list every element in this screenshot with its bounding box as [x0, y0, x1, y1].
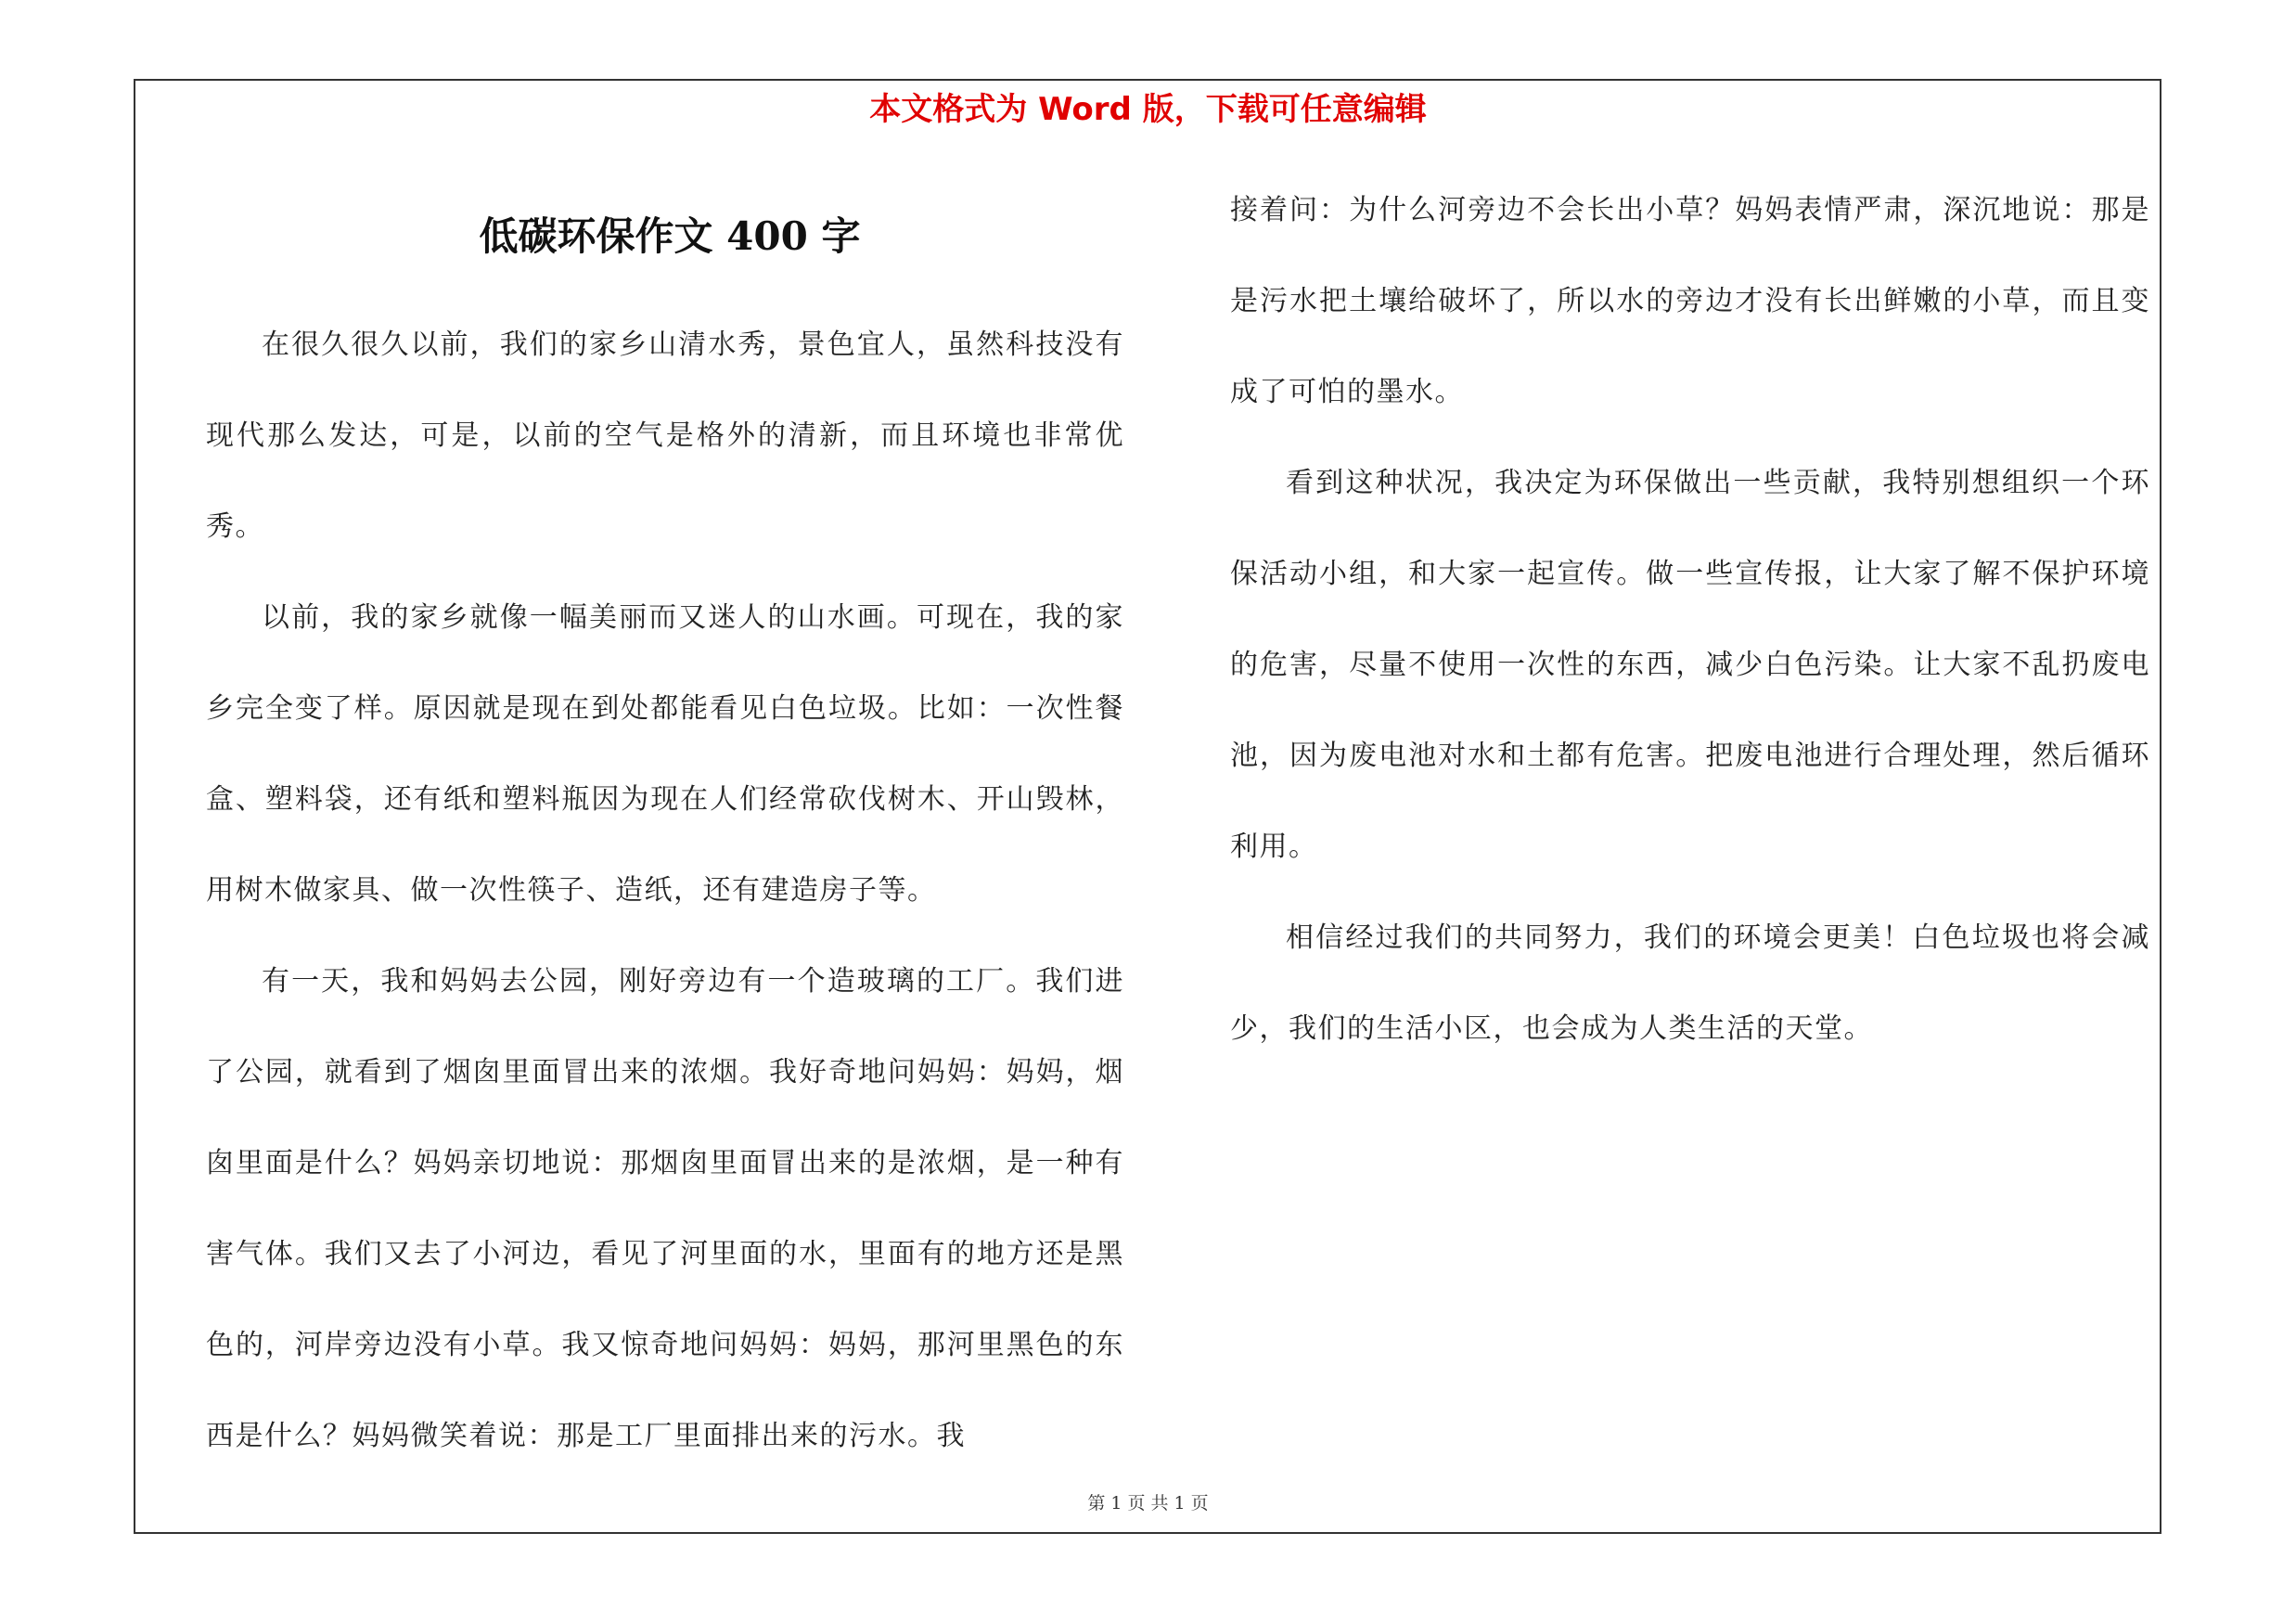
paragraph-4: 看到这种状况，我决定为环保做出一些贡献，我特别想组织一个环保活动小组，和大家一起宣传。做一些宣传报，让大家了解不保护环境的危害，尽量不使用一次性的东西，减少白色污染。让大家不乱扔废电池，因为废电池对水和土都有危害。把废电池进行合理处理，然后循环利用。	[1230, 467, 2150, 863]
paragraph-3-continued: 接着问：为什么河旁边不会长出小草？妈妈表情严肃，深沉地说：那是是污水把土壤给破坏了，所以水的旁边才没有长出鲜嫩的小草，而且变成了可怕的墨水。	[1230, 194, 2150, 408]
paragraph-1: 在很久很久以前，我们的家乡山清水秀，景色宜人，虽然科技没有现代那么发达，可是，以前的空气是格外的清新，而且环境也非常优秀。	[206, 328, 1124, 543]
left-column	[206, 300, 1124, 1478]
right-column	[1230, 165, 2150, 1130]
format-banner: 本文格式为 Word 版，下载可任意编辑	[869, 91, 1427, 128]
paragraph-3: 有一天，我和妈妈去公园，刚好旁边有一个造玻璃的工厂。我们进了公园，就看到了烟囱里面冒出来的浓烟。我好奇地问妈妈：妈妈，烟囱里面是什么？妈妈亲切地说：那烟囱里面冒出来的是浓烟，是一种有害气体。我们又去了小河边，看见了河里面的水，里面有的地方还是黑色的，河岸旁边没有小草。我又惊奇地问妈妈：妈妈，那河里黑色的东西是什么？妈妈微笑着说：那是工厂里面排出来的污水。我	[206, 965, 1124, 1452]
paragraph-5: 相信经过我们的共同努力，我们的环境会更美！白色垃圾也将会减少，我们的生活小区，也会成为人类生活的天堂。	[1230, 921, 2150, 1045]
article-title: 低碳环保作文 400 字	[479, 213, 861, 259]
paragraph-2: 以前，我的家乡就像一幅美丽而又迷人的山水画。可现在，我的家乡完全变了样。原因就是现在到处都能看见白色垃圾。比如：一次性餐盒、塑料袋，还有纸和塑料瓶因为现在人们经常砍伐树木、开山毁林，用树木做家具、做一次性筷子、造纸，还有建造房子等。	[206, 601, 1124, 907]
page-number-footer: 第 1 页 共 1 页	[1087, 1493, 1209, 1514]
